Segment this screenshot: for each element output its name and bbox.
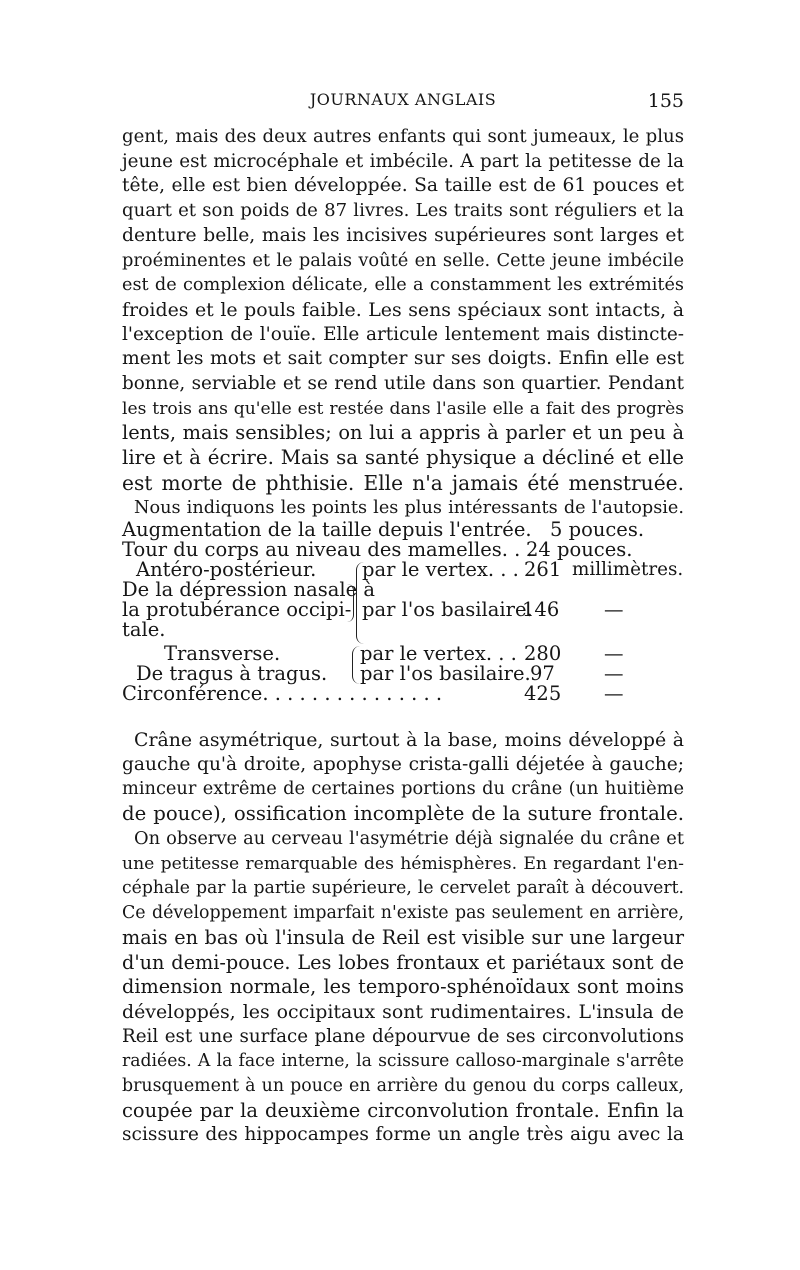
transverse-label-line: De tragus à tragus. <box>136 662 328 685</box>
paragraph-4 <box>122 827 684 1148</box>
antero-sub2-value: 146 <box>522 598 560 621</box>
measurement-value-augmentation: 5 pouces. <box>550 518 645 541</box>
text-line: denture belle, mais les incisives supérieures sont larges et <box>122 224 684 246</box>
transverse-sub2-value: 97 <box>530 662 555 685</box>
antero-label-line: De la dépression nasale à <box>122 578 375 601</box>
text-line: céphale par la partie supérieure, le cervelet paraît à découvert. <box>122 878 684 899</box>
text-line: l'exception de l'ouïe. Elle articule lentement mais distincte- <box>122 323 684 345</box>
text-line: de pouce), ossification incomplète de la suture frontale. <box>122 802 684 826</box>
antero-label-line: tale. <box>122 618 166 641</box>
antero-sub1-value: 261 <box>524 558 562 581</box>
text-line: scissure des hippocampes forme un angle très aigu avec la <box>122 1124 684 1146</box>
paragraph-1 <box>122 125 684 496</box>
left-brace <box>352 646 360 684</box>
text-line: lire et à écrire. Mais sa santé physique a décliné et elle <box>122 446 684 470</box>
page-number: 155 <box>647 90 684 112</box>
antero-label-line: Antéro-postérieur. <box>136 558 317 581</box>
measurement-value-circonference: 425 <box>524 682 562 705</box>
transverse-label-line: Transverse. <box>164 642 281 665</box>
antero-sub1-unit: millimètres. <box>572 559 684 580</box>
measurement-table <box>122 518 684 705</box>
text-line: froides et le pouls faible. Les sens spéciaux sont intacts, à <box>122 298 684 321</box>
text-line: dimension normale, les temporo-sphénoïdaux sont moins <box>122 975 684 999</box>
text-line: tête, elle est bien développée. Sa taille est de 61 pouces et <box>122 175 684 197</box>
transverse-sub2-label: par l'os basilaire. <box>360 662 531 685</box>
antero-label-line: la protubérance occipi- <box>122 598 352 621</box>
text-line: minceur extrême de certaines portions du crâne (un huitième <box>122 778 684 800</box>
text-line: ment les mots et sait compter sur ses doigts. Enfin elle est <box>122 348 684 370</box>
text-line: développés, les occipitaux sont rudimentaires. L'insula de <box>122 1000 684 1023</box>
text-line: Nous indiquons les points les plus intéressants de l'autopsie. <box>134 498 684 518</box>
text-line: d'un demi-pouce. Les lobes frontaux et pariétaux sont de <box>122 950 684 974</box>
transverse-sub1-label: par le vertex. . . <box>360 642 517 665</box>
text-line: brusquement à un pouce en arrière du genou du corps calleux, <box>122 1076 684 1097</box>
text-line: bonne, serviable et se rend utile dans son quartier. Pendant <box>122 373 684 395</box>
text-line: quart et son poids de 87 livres. Les traits sont réguliers et la <box>122 200 684 222</box>
antero-sub1-label: par le vertex. . . <box>362 558 519 581</box>
measurement-label-tour: Tour du corps au niveau des mamelles. . . <box>122 538 533 561</box>
page-header <box>122 90 684 118</box>
text-line: lents, mais sensibles; on lui a appris à parler et un peu à <box>122 421 684 445</box>
text-line: mais en bas où l'insula de Reil est visible sur une largeur <box>122 925 684 949</box>
transverse-sub2-unit: — <box>604 662 624 685</box>
transverse-sub1-value: 280 <box>524 642 562 665</box>
text-line: gent, mais des deux autres enfants qui sont jumeaux, le plus <box>122 126 684 147</box>
text-line: On observe au cerveau l'asymétrie déjà signalée du crâne et <box>134 828 684 849</box>
right-brace <box>347 584 354 622</box>
text-line: les trois ans qu'elle est restée dans l'asile elle a fait des progrès <box>122 398 684 419</box>
paragraph-3 <box>122 728 684 827</box>
measurement-label-circonference: Circonférence. . . . . . . . . . . . . . . <box>122 682 443 705</box>
text-line: Reil est une surface plane dépourvue de ses circonvolutions <box>122 1025 684 1047</box>
text-line: jeune est microcéphale et imbécile. A part la petitesse de la <box>122 150 684 172</box>
measurement-unit-circonference: — <box>604 682 624 705</box>
measurement-label-augmentation: Augmentation de la taille depuis l'entrée. <box>122 518 532 541</box>
text-line: gauche qu'à droite, apophyse crista-galli déjetée à gauche; <box>122 753 684 775</box>
text-line: radiées. A la face interne, la scissure calloso-marginale s'arrête <box>122 1051 684 1072</box>
transverse-sub1-unit: — <box>604 642 624 665</box>
text-line: est morte de phthisie. Elle n'a jamais été menstruée. <box>122 470 684 495</box>
text-line: coupée par la deuxième circonvolution frontale. Enfin la <box>122 1098 684 1122</box>
running-head: JOURNAUX ANGLAIS <box>309 90 497 109</box>
text-line: une petitesse remarquable des hémisphères. En regardant l'en- <box>122 853 684 874</box>
text-line: Ce développement imparfait n'existe pas seulement en arrière, <box>122 903 684 924</box>
paragraph-2 <box>122 496 684 521</box>
measurement-value-tour: 24 pouces. <box>526 538 633 561</box>
antero-sub2-unit: — <box>604 598 624 621</box>
text-line: proéminentes et le palais voûté en selle. Cette jeune imbécile <box>122 249 684 271</box>
antero-sub2-label: par l'os basilaire. <box>362 598 533 621</box>
text-line: est de complexion délicate, elle a constamment les extrémités <box>122 275 684 296</box>
text-line: Crâne asymétrique, surtout à la base, moins développé à <box>134 729 684 751</box>
